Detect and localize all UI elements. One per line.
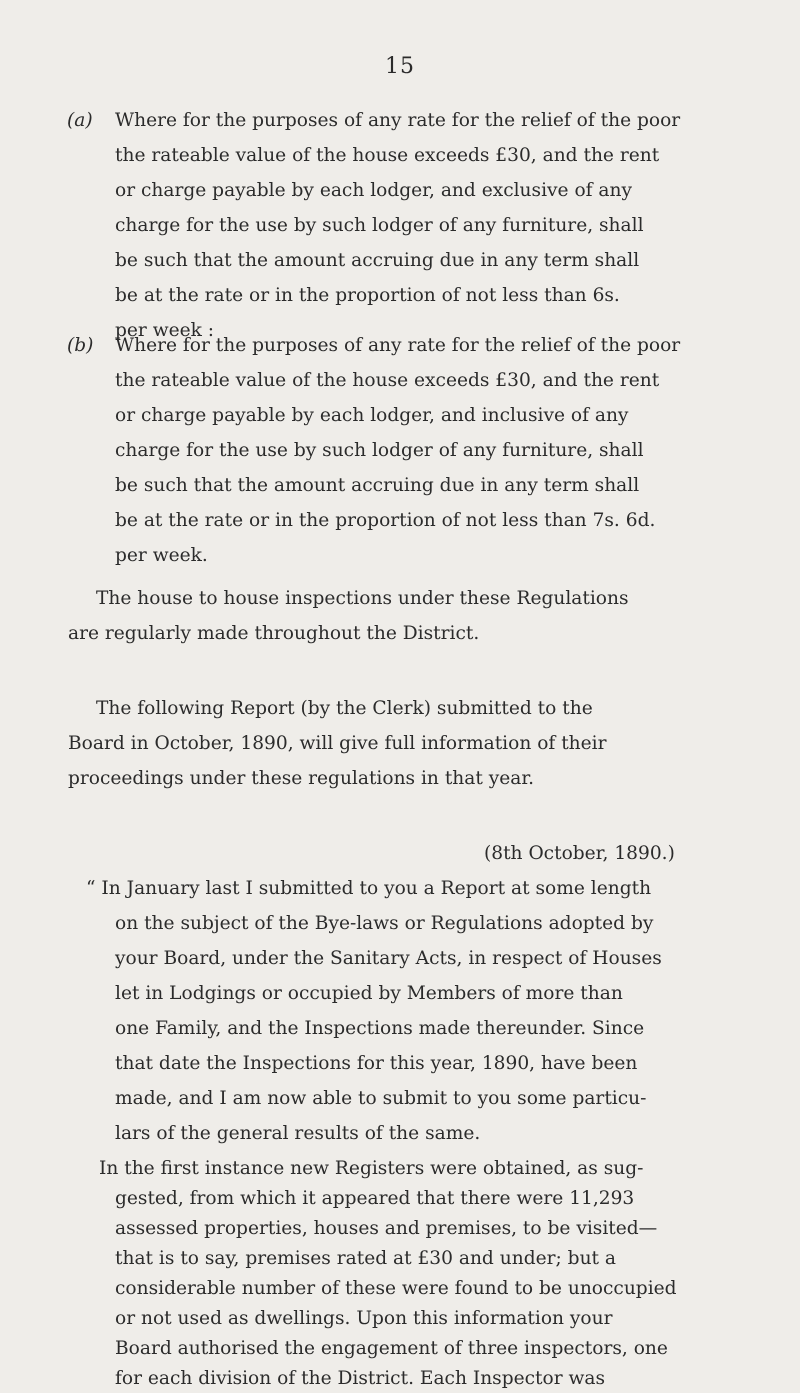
clause-a-line: charge for the use by such lodger of any furniture, shall [115,215,644,236]
report-line: lars of the general results of the same. [115,1123,481,1144]
clause-a-marker: (a) [67,110,93,131]
report-line: let in Lodgings or occupied by Members of more than [115,983,623,1004]
paragraph-line: are regularly made throughout the District. [68,623,480,644]
page-number: 15 [385,54,415,79]
report-line: considerable number of these were found to be unoccupied [115,1278,677,1299]
report-line: gested, from which it appeared that there were 11,293 [115,1188,635,1209]
report-line: on the subject of the Bye-laws or Regulations adopted by [115,913,654,934]
report-line: or not used as dwellings. Upon this information your [115,1308,613,1329]
clause-a-line: be such that the amount accruing due in any term shall [115,250,640,271]
clause-b-line: or charge payable by each lodger, and inclusive of any [115,405,629,426]
clause-b-line: Where for the purposes of any rate for the relief of the poor [115,335,681,356]
clause-b-marker: (b) [67,335,94,356]
report-line: for each division of the District. Each Inspector was [115,1368,606,1389]
paragraph-line: The following Report (by the Clerk) submitted to the [96,698,593,719]
paragraph-line: Board in October, 1890, will give full information of their [68,733,607,754]
clause-a-line: the rateable value of the house exceeds £30, and the rent [115,145,660,166]
clause-a-line: be at the rate or in the proportion of not less than 6s. [115,285,620,306]
report-line: In the first instance new Registers were obtained, as sug- [99,1158,644,1179]
report-line: assessed properties, houses and premises, to be visited— [115,1218,658,1239]
clause-a-line: or charge payable by each lodger, and exclusive of any [115,180,632,201]
report-date: (8th October, 1890.) [484,843,675,864]
paragraph-line: proceedings under these regulations in that year. [68,768,535,789]
report-line: made, and I am now able to submit to you some particu- [115,1088,647,1109]
report-line: one Family, and the Inspections made thereunder. Since [115,1018,645,1039]
report-line: that is to say, premises rated at £30 and under; but a [115,1248,617,1269]
clause-a-line: per week : [115,320,215,341]
clause-b-line: per week. [115,545,208,566]
clause-a-line: Where for the purposes of any rate for the relief of the poor [115,110,681,131]
report-line: “ In January last I submitted to you a Report at some length [86,878,652,899]
report-line: that date the Inspections for this year, 1890, have been [115,1053,638,1074]
paragraph-line: The house to house inspections under these Regulations [96,588,629,609]
clause-b-line: be such that the amount accruing due in any term shall [115,475,640,496]
report-line: your Board, under the Sanitary Acts, in respect of Houses [115,948,662,969]
clause-b-line: the rateable value of the house exceeds £30, and the rent [115,370,660,391]
clause-b-line: be at the rate or in the proportion of not less than 7s. 6d. [115,510,656,531]
report-line: Board authorised the engagement of three inspectors, one [115,1338,668,1359]
clause-b-line: charge for the use by such lodger of any furniture, shall [115,440,644,461]
